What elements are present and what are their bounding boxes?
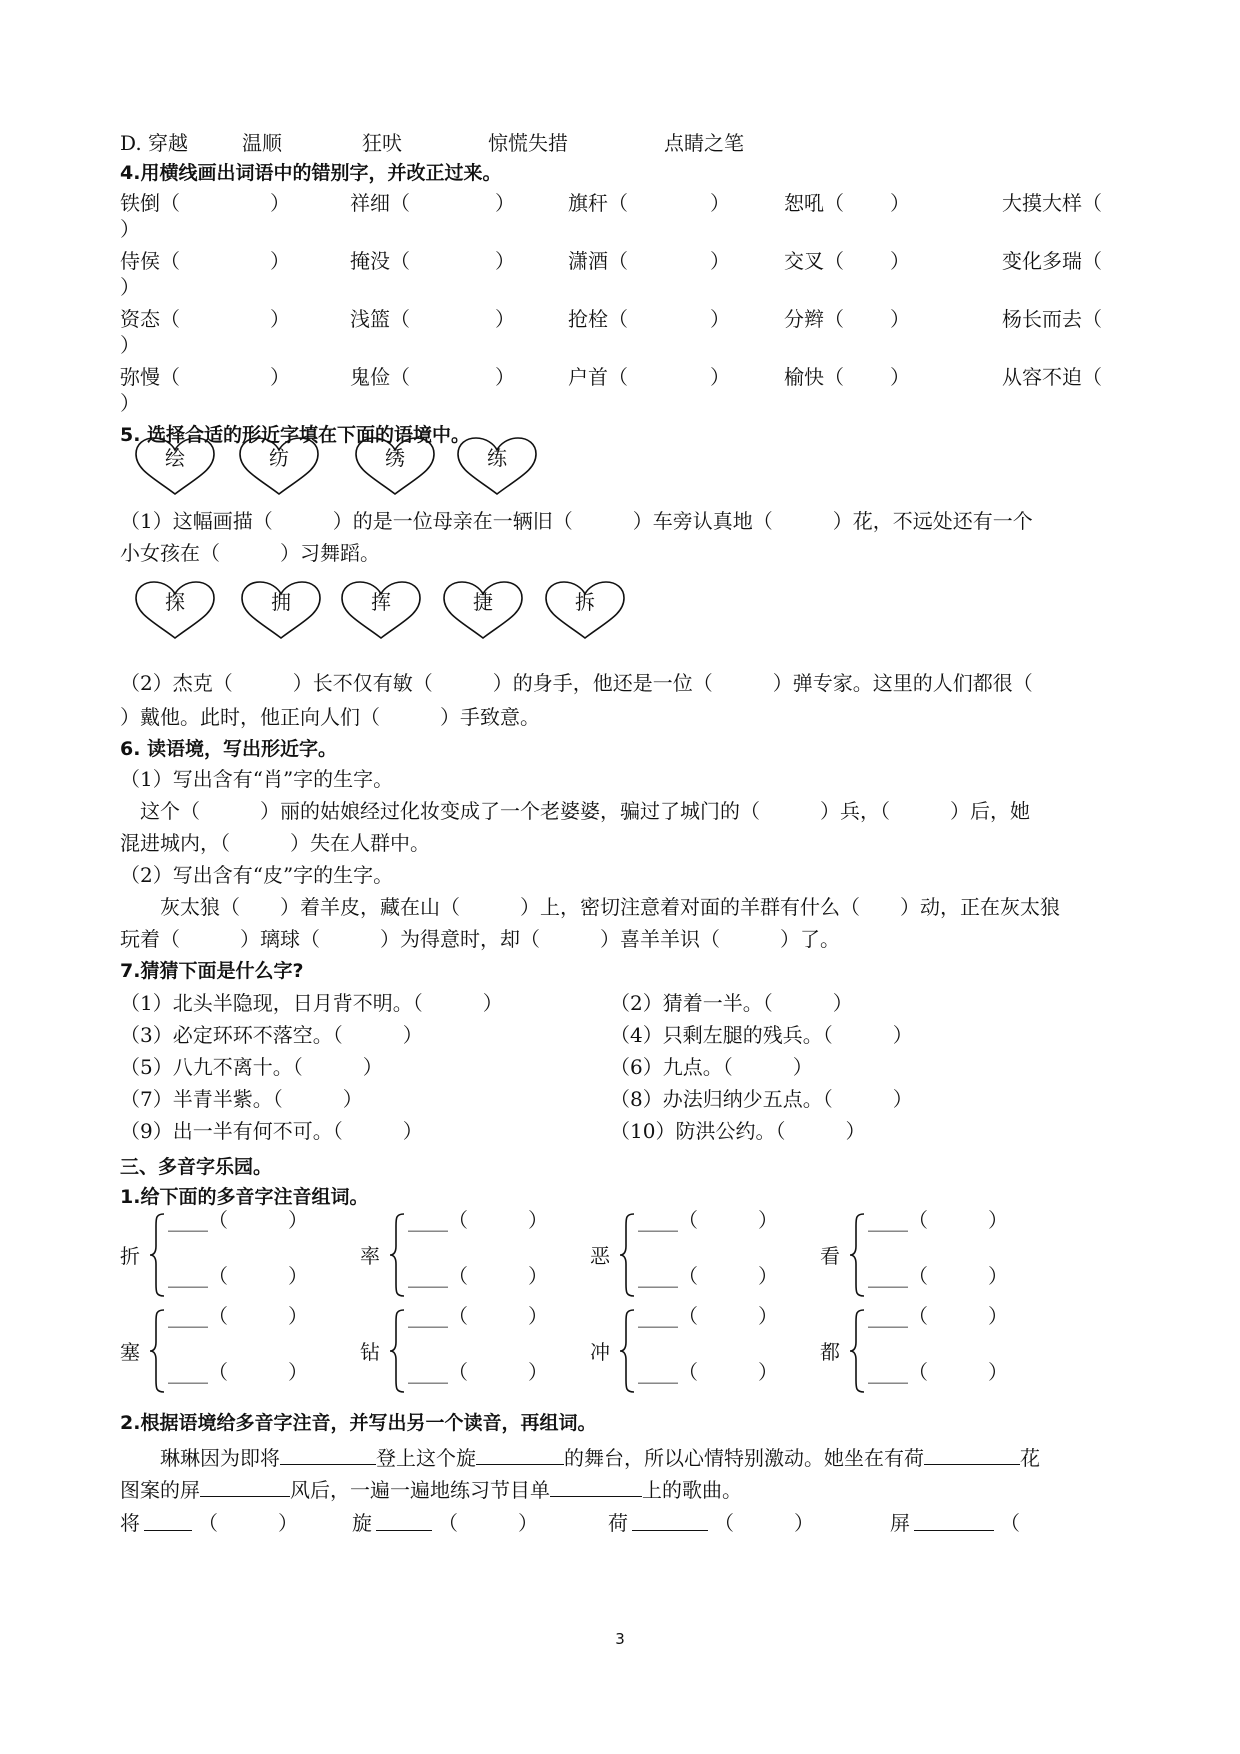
answer-blank[interactable]: [924, 1442, 1020, 1465]
heart-icon: [238, 436, 320, 496]
typo-word: 鬼俭（: [350, 365, 410, 389]
text: 上的歌曲。: [642, 1478, 742, 1502]
answer-blank[interactable]: [914, 1508, 994, 1531]
pinyin-slot[interactable]: ____（ ）: [408, 1304, 548, 1328]
curly-brace-icon: [618, 1212, 636, 1298]
answer-blank[interactable]: [376, 1508, 432, 1531]
curly-brace-icon: [148, 1212, 166, 1298]
option-d-word: 狂吠: [362, 131, 402, 155]
page-number: 3: [615, 1630, 625, 1648]
answer-paren-close: ）: [495, 365, 515, 389]
answer-paren-close: ）: [710, 307, 730, 331]
s6-p1b: 混进城内，（ ）失在人群中。: [120, 831, 430, 855]
pinyin-slot[interactable]: ____（ ）: [868, 1304, 1008, 1328]
answer-paren-close: ）: [495, 191, 515, 215]
pinyin-slot[interactable]: ____（ ）: [408, 1360, 548, 1384]
s5-sentence-2b: ）戴他。此时，他正向人们（ ）手致意。: [120, 705, 540, 729]
typo-word: 铁倒（: [120, 191, 180, 215]
typo-word: 弥慢（: [120, 365, 180, 389]
section-7-title: 7.猜猜下面是什么字?: [120, 960, 304, 982]
answer-paren-close: ）: [120, 391, 140, 415]
section-5-title: 5. 选择合适的形近字填在下面的语境中。: [120, 424, 471, 446]
riddle-left: （3）必定环环不落空。（ ）: [120, 1023, 423, 1047]
typo-word: 杨长而去（: [1002, 307, 1102, 331]
section-3-sub2: 2.根据语境给多音字注音，并写出另一个读音，再组词。: [120, 1412, 597, 1434]
answer-paren-close: ）: [890, 307, 910, 331]
option-d-row: [120, 128, 1125, 158]
answer-blank[interactable]: [200, 1474, 290, 1497]
poly-char: 折: [120, 1244, 140, 1268]
s3-last-row: [120, 1508, 1125, 1538]
answer-blank[interactable]: [550, 1474, 642, 1497]
typo-word: 交叉（: [784, 249, 844, 273]
heart-icon: [134, 580, 216, 640]
typo-word: 分辫（: [784, 307, 844, 331]
pinyin-slot[interactable]: ____（ ）: [868, 1264, 1008, 1288]
answer-paren-close: ）: [710, 191, 730, 215]
heart-choices-1: [120, 436, 1125, 500]
riddle-row: [120, 988, 1125, 1018]
text: 的舞台，所以心情特别激动。她坐在有荷: [564, 1446, 924, 1470]
answer-paren-close: ）: [495, 307, 515, 331]
pinyin-slot[interactable]: ____（ ）: [168, 1264, 308, 1288]
answer-blank[interactable]: [476, 1442, 564, 1465]
option-d-word: 点睛之笔: [664, 131, 744, 155]
typo-word: 掩没（: [350, 249, 410, 273]
riddle-right: （10）防洪公约。（ ）: [610, 1119, 866, 1143]
answer-paren-close: ）: [120, 275, 140, 299]
poly-char: 旋: [352, 1511, 372, 1535]
pinyin-slot: （ ）: [198, 1511, 298, 1535]
typo-word: 潇酒（: [568, 249, 628, 273]
answer-paren-close: ）: [270, 365, 290, 389]
option-d-word: D. 穿越: [120, 131, 189, 155]
poly-char: 荷: [608, 1511, 628, 1535]
answer-paren-close: ）: [710, 249, 730, 273]
riddle-right: （4）只剩左腿的残兵。（ ）: [610, 1023, 913, 1047]
riddle-left: （5）八九不离十。（ ）: [120, 1055, 383, 1079]
typo-row: [120, 188, 1125, 241]
option-d-word: 温顺: [242, 131, 282, 155]
s3-paragraph-1: [120, 1442, 1125, 1472]
heart-char: 探: [165, 590, 185, 614]
heart-icon: [340, 580, 422, 640]
section-3-sub1: 1.给下面的多音字注音组词。: [120, 1186, 369, 1208]
heart-char: 拆: [575, 590, 595, 614]
poly-char: 率: [360, 1244, 380, 1268]
curly-brace-icon: [388, 1308, 406, 1394]
heart-char: 练: [487, 446, 507, 470]
pinyin-slot[interactable]: ____（ ）: [168, 1208, 308, 1232]
answer-paren-close: ）: [120, 333, 140, 357]
heart-icon: [442, 580, 524, 640]
curly-brace-icon: [848, 1308, 866, 1394]
typo-word: 抢栓（: [568, 307, 628, 331]
typo-word: 侍侯（: [120, 249, 180, 273]
typo-word: 榆快（: [784, 365, 844, 389]
heart-icon: [134, 436, 216, 496]
answer-paren-close: ）: [890, 249, 910, 273]
answer-paren-close: ）: [710, 365, 730, 389]
heart-char: 绘: [165, 446, 185, 470]
text: 风后，一遍一遍地练习节目单: [290, 1478, 550, 1502]
typo-word: 资态（: [120, 307, 180, 331]
curly-brace-icon: [848, 1212, 866, 1298]
typo-word: 大摸大样（: [1002, 191, 1102, 215]
pinyin-slot[interactable]: ____（ ）: [168, 1360, 308, 1384]
riddle-row: [120, 1084, 1125, 1114]
option-d-word: 惊慌失措: [488, 131, 568, 155]
text: 图案的屏: [120, 1478, 200, 1502]
section-4-title: 4.用横线画出词语中的错别字，并改正过来。: [120, 162, 502, 184]
pinyin-slot[interactable]: ____（ ）: [408, 1208, 548, 1232]
riddle-left: （7）半青半紫。（ ）: [120, 1087, 363, 1111]
pinyin-slot: （: [1000, 1511, 1020, 1535]
text: 花: [1020, 1446, 1040, 1470]
riddle-left: （1）北头半隐现，日月背不明。（ ）: [120, 991, 503, 1015]
typo-word: 祥细（: [350, 191, 410, 215]
typo-word: 恕吼（: [784, 191, 844, 215]
poly-char: 看: [820, 1244, 840, 1268]
s6-q1: （1）写出含有“肖”字的生字。: [120, 767, 394, 791]
curly-brace-icon: [388, 1212, 406, 1298]
s5-sentence-1: （1）这幅画描（ ）的是一位母亲在一辆旧（ ）车旁认真地（ ）花，不远处还有一个: [120, 509, 1033, 533]
pinyin-slot: （ ）: [438, 1511, 538, 1535]
heart-char: 绣: [385, 446, 405, 470]
riddle-row: [120, 1020, 1125, 1050]
poly-char: 恶: [590, 1244, 610, 1268]
heart-icon: [354, 436, 436, 496]
answer-paren-close: ）: [120, 217, 140, 241]
riddle-right: （8）办法归纳少五点。（ ）: [610, 1087, 913, 1111]
typo-row: [120, 304, 1125, 357]
heart-char: 拥: [271, 590, 291, 614]
riddle-row: [120, 1116, 1125, 1146]
heart-icon: [456, 436, 538, 496]
s3-paragraph-2: [120, 1474, 1125, 1504]
answer-paren-close: ）: [890, 365, 910, 389]
riddle-left: （9）出一半有何不可。（ ）: [120, 1119, 423, 1143]
pinyin-slot: （ ）: [714, 1511, 814, 1535]
pinyin-slot[interactable]: ____（ ）: [638, 1264, 778, 1288]
pinyin-slot[interactable]: ____（ ）: [868, 1360, 1008, 1384]
s6-p1: 这个（ ）丽的姑娘经过化妆变成了一个老婆婆，骗过了城门的（ ）兵，（ ）后，她: [120, 799, 1030, 823]
section-3-title: 三、多音字乐园。: [120, 1156, 273, 1178]
poly-char: 冲: [590, 1340, 610, 1364]
curly-brace-icon: [618, 1308, 636, 1394]
pinyin-slot[interactable]: ____（ ）: [638, 1304, 778, 1328]
heart-icon: [240, 580, 322, 640]
pinyin-slot[interactable]: ____（ ）: [868, 1208, 1008, 1232]
poly-char: 将: [120, 1511, 140, 1535]
pinyin-slot[interactable]: ____（ ）: [638, 1208, 778, 1232]
heart-icon: [544, 580, 626, 640]
heart-char: 纺: [269, 446, 289, 470]
poly-char: 塞: [120, 1340, 140, 1364]
s6-p2: 灰太狼（ ）着羊皮，藏在山（ ）上，密切注意着对面的羊群有什么（ ）动，正在灰太狼: [120, 895, 1060, 919]
pinyin-slot[interactable]: ____（ ）: [408, 1264, 548, 1288]
answer-blank[interactable]: [632, 1508, 708, 1531]
answer-paren-close: ）: [495, 249, 515, 273]
typo-word: 浅篮（: [350, 307, 410, 331]
poly-char: 都: [820, 1340, 840, 1364]
riddle-right: （2）猜着一半。（ ）: [610, 991, 853, 1015]
s6-p2b: 玩着（ ）璃球（ ）为得意时，却（ ）喜羊羊识（ ）了。: [120, 927, 840, 951]
heart-char: 挥: [371, 590, 391, 614]
section-6-title: 6. 读语境，写出形近字。: [120, 738, 338, 760]
riddle-right: （6）九点。（ ）: [610, 1055, 813, 1079]
typo-row: [120, 362, 1125, 415]
typo-word: 户首（: [568, 365, 628, 389]
pinyin-slot[interactable]: ____（ ）: [638, 1360, 778, 1384]
answer-blank[interactable]: [144, 1508, 192, 1531]
answer-paren-close: ）: [270, 307, 290, 331]
curly-brace-icon: [148, 1308, 166, 1394]
poly-char: 屏: [890, 1511, 910, 1535]
typo-word: 旗秆（: [568, 191, 628, 215]
typo-word: 从容不迫（: [1002, 365, 1102, 389]
s5-sentence-1b: 小女孩在（ ）习舞蹈。: [120, 541, 380, 565]
poly-char: 钻: [360, 1340, 380, 1364]
typo-word: 变化多瑞（: [1002, 249, 1102, 273]
s5-sentence-2: （2）杰克（ ）长不仅有敏（ ）的身手，他还是一位（ ）弹专家。这里的人们都很（: [120, 671, 1033, 695]
riddle-row: [120, 1052, 1125, 1082]
text: 登上这个旋: [376, 1446, 476, 1470]
s6-q2: （2）写出含有“皮”字的生字。: [120, 863, 394, 887]
text: 琳琳因为即将: [120, 1446, 280, 1470]
heart-choices-2: [120, 580, 1125, 644]
pinyin-slot[interactable]: ____（ ）: [168, 1304, 308, 1328]
answer-paren-close: ）: [270, 249, 290, 273]
answer-paren-close: ）: [890, 191, 910, 215]
heart-char: 捷: [473, 590, 493, 614]
answer-paren-close: ）: [270, 191, 290, 215]
answer-blank[interactable]: [280, 1442, 376, 1465]
typo-row: [120, 246, 1125, 299]
